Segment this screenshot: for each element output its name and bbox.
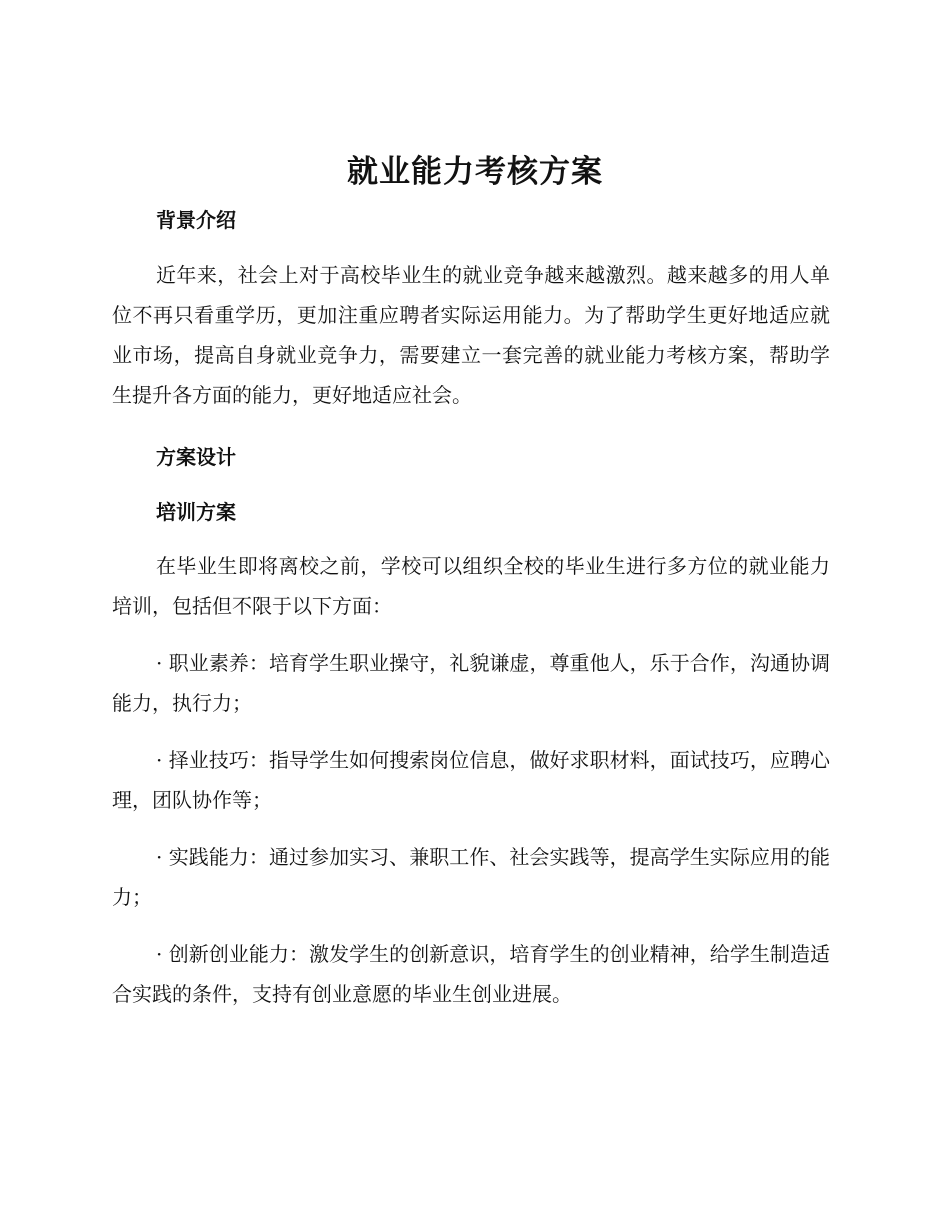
training-item-professionalism: · 职业素养：培育学生职业操守，礼貌谦虚，尊重他人，乐于合作，沟通协调能力，执行力；	[112, 651, 830, 715]
section-heading-background: 背景介绍	[156, 208, 236, 232]
section-heading-training: 培训方案	[156, 500, 236, 524]
background-paragraph: 近年来，社会上对于高校毕业生的就业竞争越来越激烈。越来越多的用人单位不再只看重学历，更加注重应聘者实际运用能力。为了帮助学生更好地适应就业市场，提高自身就业竞争力，需要建立一套完善的就业能力考核方案，帮助学生提升各方面的能力，更好地适应社会。	[112, 263, 830, 407]
training-intro-paragraph: 在毕业生即将离校之前，学校可以组织全校的毕业生进行多方位的就业能力培训，包括但不限于以下方面：	[112, 554, 830, 618]
training-item-innovation: · 创新创业能力：激发学生的创新意识，培育学生的创业精神，给学生制造适合实践的条件，支持有创业意愿的毕业生创业进展。	[112, 942, 830, 1006]
section-heading-design: 方案设计	[156, 445, 236, 469]
document-title: 就业能力考核方案	[347, 154, 603, 190]
training-item-job-skills: · 择业技巧：指导学生如何搜索岗位信息，做好求职材料，面试技巧，应聘心理，团队协作等；	[112, 748, 830, 812]
training-item-practice: · 实践能力：通过参加实习、兼职工作、社会实践等，提高学生实际应用的能力；	[112, 845, 830, 909]
